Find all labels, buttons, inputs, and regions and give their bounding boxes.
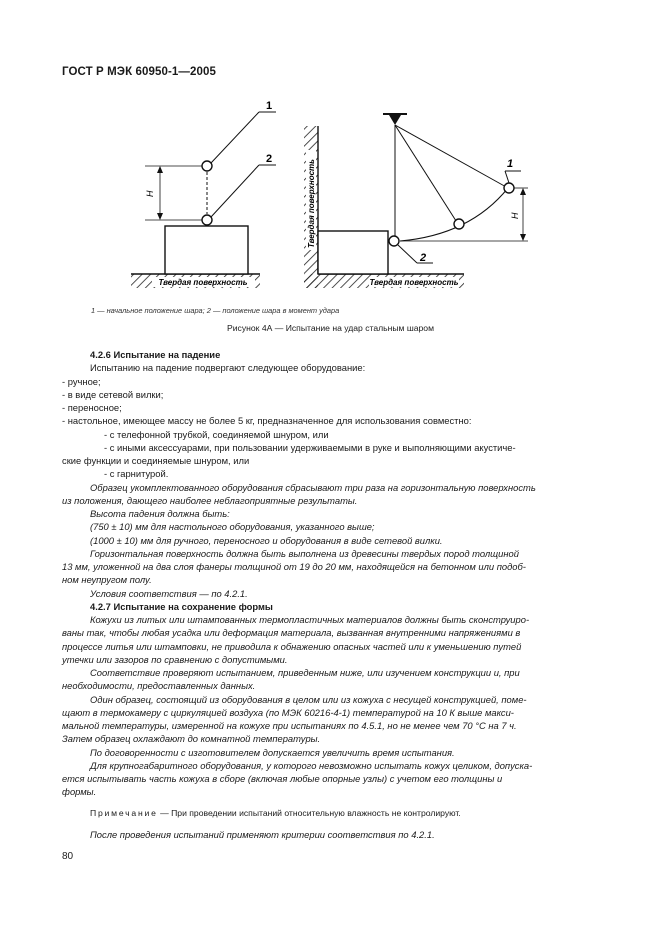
section-4-2-7-title: 4.2.7 Испытание на сохранение формы	[90, 600, 273, 612]
left-label-2: 2	[266, 153, 273, 165]
paragraph: Горизонтальная поверхность должна быть выполнена из древесины твердых пород толщиной	[90, 547, 519, 559]
left-ball-impact	[202, 215, 212, 225]
paragraph: (1000 ± 10) мм для ручного, переносного и оборудования в виде сетевой вилки.	[90, 534, 443, 546]
right-surface-label: Твердая поверхность	[369, 278, 459, 287]
left-label-1: 1	[266, 100, 273, 112]
paragraph: ном неупругом полу.	[62, 574, 152, 586]
page-number: 80	[62, 851, 74, 862]
sub-list-item-cont: ские функции и соединяемые шнуром, или	[62, 455, 250, 466]
pendulum-diagram	[304, 114, 528, 288]
right-height-label: H	[510, 212, 520, 219]
list-item: - в виде сетевой вилки;	[62, 388, 164, 400]
closing-paragraph: После проведения испытаний применяют критерии соответствия по 4.2.1.	[90, 829, 435, 840]
paragraph: мальной температуры, измеренной на кожухе при испытаниях по 4.5.1, но не менее чем 70 °С на 7 ч.	[62, 720, 517, 731]
paragraph: ваны так, чтобы любая усадка или деформация материала, вызванная внутренними напряжениями в	[62, 627, 521, 639]
vertical-drop-diagram	[131, 100, 276, 288]
swing-arc	[400, 188, 508, 241]
list-item: - ручное;	[62, 375, 101, 387]
paragraph: из положения, дающего наиболее неблагоприятные результаты.	[62, 494, 358, 506]
right-specimen-block	[318, 231, 388, 274]
paragraph: Один образец, состоящий из оборудования в целом или из кожуха с несущей конструкцией, поме-	[90, 693, 527, 705]
section-4-2-6	[62, 348, 600, 799]
right-ball-impact	[389, 236, 399, 246]
right-ball-mid	[454, 219, 464, 229]
figure-caption: Рисунок 4А — Испытание на удар стальным шаром	[227, 323, 434, 333]
wall-label: Твердая поверхность	[307, 159, 316, 248]
left-specimen-block	[165, 226, 248, 274]
paragraph: щают в термокамеру с циркуляцией воздуха (по МЭК 60216-4-1) температурой на 10 К выше макси-	[62, 706, 514, 718]
paragraph: Соответствие проверяют испытанием, приведенным ниже, или изучением конструкции и, при	[90, 667, 520, 678]
paragraph: (750 ± 10) мм для настольного оборудования, указанного выше;	[90, 521, 375, 533]
section-4-2-6-title: 4.2.6 Испытание на падение	[90, 349, 221, 360]
sub-list-item: - с гарнитурой.	[104, 468, 169, 480]
figure-legend: 1 — начальное положение шара; 2 — положение шара в момент удара	[91, 306, 340, 315]
paragraph: процессе литья или штамповки, не приводила к обнажению опасных частей или к уменьшению путей	[62, 640, 522, 652]
paragraph: 13 мм, уложенной на два слоя фанеры толщиной от 19 до 20 мм, находящейся на бетонном или подоб-	[62, 561, 526, 572]
paragraph: ется испытывать часть кожуха в сборе (включая любые опорные узлы) с учетом его толщины и	[62, 773, 503, 784]
left-height-label: H	[145, 190, 155, 197]
right-label-2: 2	[420, 252, 427, 264]
left-surface-label: Твердая поверхность	[158, 278, 248, 287]
note-text: — При проведении испытаний относительную влажность не контролируют.	[157, 808, 461, 818]
paragraph: формы.	[62, 786, 97, 798]
note-label: Примечание	[90, 808, 158, 818]
paragraph: Условия соответствия — по 4.2.1.	[90, 587, 248, 599]
sub-list-item: - с телефонной трубкой, соединяемой шнуром, или	[104, 428, 329, 440]
note	[90, 808, 461, 818]
paragraph: утечки или зазоров по сравнению с допустимыми.	[62, 653, 288, 665]
list-item: - настольное, имеющее массу не более 5 кг, предназначенное для использования совместно:	[62, 415, 472, 427]
left-ball-start	[202, 161, 212, 171]
paragraph: Высота падения должна быть:	[90, 508, 230, 519]
paragraph: Образец укомплектованного оборудования сбрасывают три раза на горизонтальную поверхность	[90, 481, 536, 493]
pivot	[389, 115, 401, 125]
impact-test-figure	[0, 0, 661, 300]
paragraph: Кожухи из литых или штампованных термопластичных материалов должны быть сконструиро-	[90, 614, 530, 625]
paragraph: Затем образец охлаждают до комнатной температуры.	[62, 733, 321, 745]
sub-list-item: - с иными аксессуарами, при пользовании удерживаемыми в руке и выполняющими акустиче-	[104, 441, 516, 453]
right-ball-start	[504, 183, 514, 193]
paragraph: По договоренности с изготовителем допускается увеличить время испытания.	[90, 746, 455, 758]
paragraph: Для крупногабаритного оборудования, у которого невозможно испытать кожух целиком, допуска-	[90, 759, 533, 771]
list-item: - переносное;	[62, 402, 122, 413]
right-label-1: 1	[507, 158, 514, 170]
document-header: ГОСТ Р МЭК 60950-1—2005	[62, 66, 216, 78]
paragraph: Испытанию на падение подвергают следующее оборудование:	[90, 362, 366, 374]
paragraph: необходимости, предоставленных данных.	[62, 680, 256, 692]
